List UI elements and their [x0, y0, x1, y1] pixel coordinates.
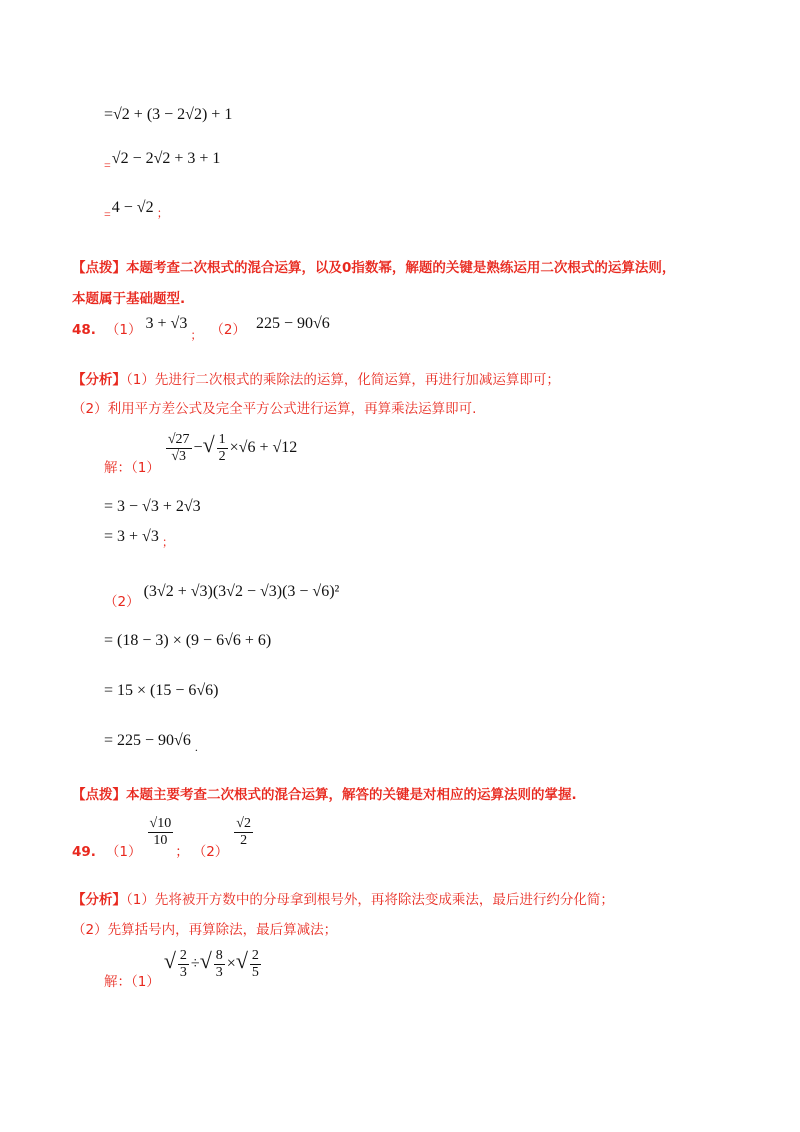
- solution-48-2: [104, 580, 340, 610]
- answer-2: 225 − 90√6: [255, 315, 330, 332]
- punctuation: ；: [190, 328, 203, 342]
- equation-text: = 3 + √3: [104, 528, 159, 545]
- solution-expression: (3√2 + √3)(3√2 − √3)(3 − √6)²: [143, 583, 340, 600]
- note-text: （2）利用平方差公式及完全平方公式进行运算，再算乘法运算即可.: [72, 401, 477, 417]
- note-tag: 【点拨】: [72, 260, 126, 276]
- dianbo-note-1-cont: [72, 287, 185, 307]
- solution-48-1-step2: [104, 498, 201, 516]
- fraction: $\frac{√27}{√3}$: [167, 432, 190, 464]
- fraction: $\frac{1}{2}$: [218, 432, 226, 464]
- punctuation: ；: [161, 535, 174, 549]
- solution-label: 解：（1）: [104, 460, 160, 477]
- punctuation: ；: [156, 206, 169, 220]
- fraction: $\frac{8}{3}$: [215, 948, 223, 980]
- equation-text: 4 − √2: [111, 199, 154, 216]
- fraction-denominator: 2: [240, 833, 248, 848]
- note-tag: 【点拨】: [72, 787, 126, 803]
- solution-48-2-step3: [104, 682, 219, 700]
- solution-expression: √ $\frac{2}{3}$ ÷√ $\frac{8}{3}$ ×√ $\frac{2}{5}$: [163, 948, 259, 980]
- fraction-numerator: √10: [149, 816, 172, 831]
- fenxi-49-line-1: [72, 888, 614, 908]
- part-label: （1）: [105, 844, 142, 861]
- solution-expression: $\frac{√27}{√3}$ −√ $\frac{1}{2}$ ×√6 + √12: [167, 432, 298, 464]
- equation-line-1: [104, 106, 232, 124]
- question-48-answer: [72, 315, 330, 342]
- part-label: （2）: [192, 844, 229, 861]
- solution-48-1-step3: [104, 528, 174, 549]
- fenxi-48-line-1: [72, 368, 560, 388]
- equation-text: √2 − 2√2 + 3 + 1: [111, 150, 221, 167]
- equation-line-3: [104, 199, 169, 221]
- fraction: $\frac{2}{3}$: [179, 948, 187, 980]
- equation-text: = 3 − √3 + 2√3: [104, 498, 201, 515]
- answer-1-fraction: [148, 816, 174, 849]
- solution-48-1: [104, 426, 298, 477]
- fenxi-48-line-2: [72, 397, 476, 417]
- question-number: 48.: [72, 322, 96, 338]
- solution-label: 解：（1）: [104, 974, 160, 991]
- answer-1: 3 + √3: [145, 315, 188, 332]
- answer-2-fraction: [234, 816, 253, 849]
- note-text: 本题考查二次根式的混合运算，以及0指数幂，解题的关键是熟练运用二次根式的运算法则，: [126, 260, 676, 276]
- equation-text: = 15 × (15 − 6√6): [104, 682, 219, 699]
- solution-label: （2）: [104, 594, 140, 610]
- equals-sign: =: [104, 158, 111, 172]
- punctuation: .: [194, 740, 198, 754]
- solution-49-1: [104, 944, 263, 991]
- solution-48-2-step4: [104, 732, 198, 754]
- dianbo-note-1: [72, 256, 675, 276]
- note-tag: 【分析】: [72, 892, 126, 908]
- note-text: （1）先进行二次根式的乘除法的运算，化简运算，再进行加减运算即可；: [126, 372, 560, 388]
- fraction-denominator: 10: [153, 833, 168, 848]
- note-text: （1）先将被开方数中的分母拿到根号外，再将除法变成乘法，最后进行约分化简；: [126, 892, 614, 908]
- equation-text: =√2 + (3 − 2√2) + 1: [104, 106, 233, 123]
- note-text: （2）先算括号内，再算除法，最后算减法；: [72, 922, 338, 938]
- equation-text: = (18 − 3) × (9 − 6√6 + 6): [104, 632, 272, 649]
- equation-line-2: [104, 150, 221, 172]
- part-label: （1）: [105, 322, 142, 338]
- fenxi-49-line-2: [72, 918, 337, 938]
- note-tag: 【分析】: [72, 372, 126, 388]
- fraction: $\frac{2}{5}$: [251, 948, 259, 980]
- equals-sign: =: [104, 207, 111, 221]
- equation-text: = 225 − 90√6: [104, 732, 191, 749]
- fraction-numerator: √2: [236, 816, 251, 831]
- punctuation: ；: [175, 844, 189, 861]
- note-text: 本题主要考查二次根式的混合运算，解答的关键是对相应的运算法则的掌握.: [126, 787, 577, 803]
- question-number: 49.: [72, 844, 96, 861]
- part-label: （2）: [210, 322, 246, 338]
- note-text: 本题属于基础题型.: [72, 291, 186, 307]
- dianbo-note-2: [72, 783, 577, 803]
- solution-48-2-step2: [104, 632, 271, 650]
- question-49-answer: [72, 812, 255, 861]
